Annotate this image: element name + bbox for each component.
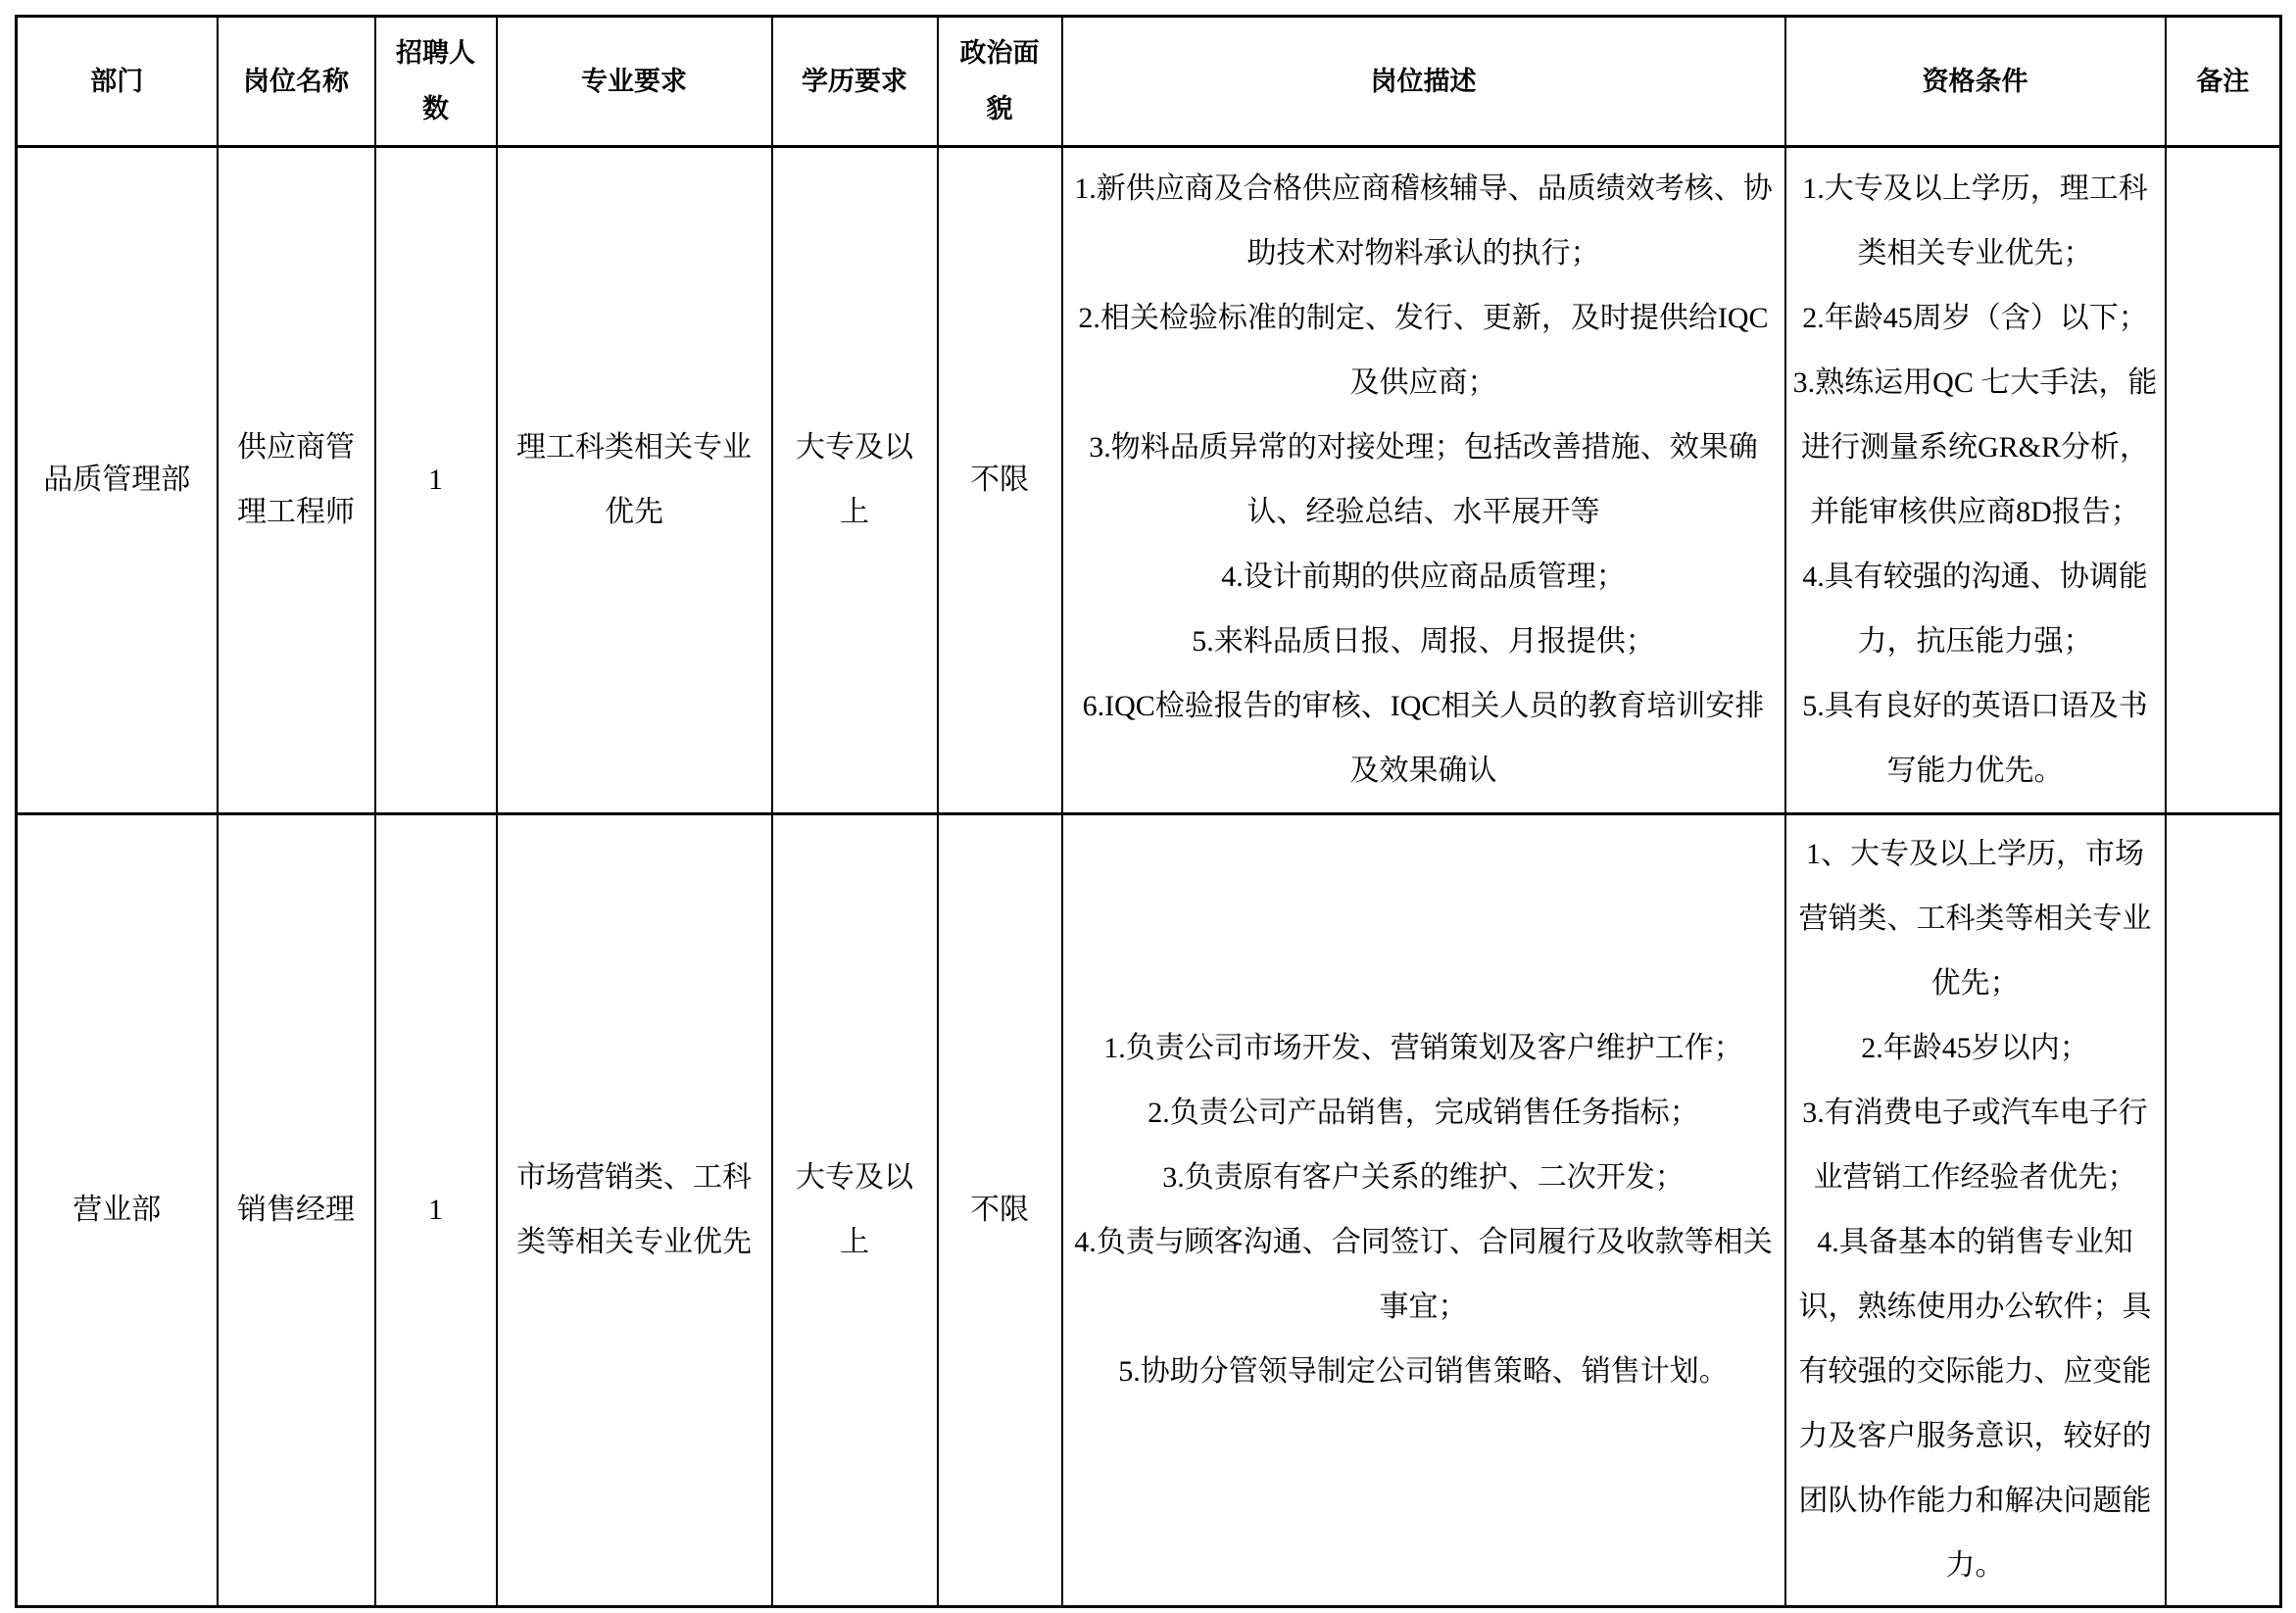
cell-department: 营业部	[17, 814, 218, 1607]
cell-remark	[2166, 814, 2281, 1607]
header-department: 部门	[17, 17, 218, 147]
qualification-item: 4.具备基本的销售专业知识，熟练使用办公软件；具有较强的交际能力、应变能力及客户服务意识，较好的团队协作能力和解决问题能力。	[1798, 1226, 2152, 1582]
header-job-description: 岗位描述	[1062, 17, 1785, 147]
cell-headcount: 1	[375, 814, 497, 1607]
header-headcount: 招聘人数	[375, 17, 497, 147]
cell-political-status: 不限	[938, 814, 1062, 1607]
description-item: 4.负责与顾客沟通、合同签订、合同履行及收款等相关事宜；	[1074, 1226, 1773, 1323]
description-item: 4.设计前期的供应商品质管理；	[1221, 561, 1626, 593]
cell-major-requirement: 理工科类相关专业优先	[497, 147, 772, 814]
cell-position-name: 销售经理	[218, 814, 375, 1607]
cell-department: 品质管理部	[17, 147, 218, 814]
header-remark: 备注	[2166, 17, 2281, 147]
cell-major-requirement: 市场营销类、工科类等相关专业优先	[497, 814, 772, 1607]
description-item: 6.IQC检验报告的审核、IQC相关人员的教育培训安排及效果确认	[1082, 690, 1765, 787]
cell-political-status: 不限	[938, 147, 1062, 814]
header-major-requirement: 专业要求	[497, 17, 772, 147]
qualification-item: 1、大专及以上学历，市场营销类、工科类等相关专业优先；	[1798, 838, 2152, 1000]
cell-qualifications	[1785, 814, 2166, 1607]
header-qualifications: 资格条件	[1785, 17, 2166, 147]
table-header-row	[17, 17, 2281, 147]
cell-qualifications	[1785, 147, 2166, 814]
cell-job-description	[1062, 147, 1785, 814]
description-item: 3.负责原有客户关系的维护、二次开发；	[1162, 1161, 1685, 1194]
table-row-sales-dept	[17, 814, 2281, 1607]
header-education-requirement: 学历要求	[772, 17, 938, 147]
description-item: 2.负责公司产品销售，完成销售任务指标；	[1148, 1097, 1699, 1129]
header-position-name: 岗位名称	[218, 17, 375, 147]
qualification-item: 3.熟练运用QC 七大手法，能进行测量系统GR&R分析，并能审核供应商8D报告；	[1792, 367, 2158, 528]
qualification-item: 3.有消费电子或汽车电子行业营销工作经验者优先；	[1802, 1097, 2148, 1194]
description-item: 5.协助分管领导制定公司销售策略、销售计划。	[1118, 1355, 1729, 1388]
description-item: 2.相关检验标准的制定、发行、更新，及时提供给IQC及供应商；	[1078, 302, 1769, 399]
qualification-item: 4.具有较强的沟通、协调能力，抗压能力强；	[1802, 561, 2148, 658]
qualification-item: 2.年龄45周岁（含）以下；	[1802, 302, 2148, 334]
qualification-item: 1.大专及以上学历，理工科类相关专业优先；	[1802, 172, 2148, 269]
cell-headcount: 1	[375, 147, 497, 814]
cell-remark	[2166, 147, 2281, 814]
description-item: 5.来料品质日报、周报、月报提供；	[1192, 625, 1655, 658]
job-positions-table	[15, 15, 2282, 1608]
cell-position-name: 供应商管理工程师	[218, 147, 375, 814]
header-political-status: 政治面貌	[938, 17, 1062, 147]
description-item: 1.负责公司市场开发、营销策划及客户维护工作；	[1103, 1032, 1743, 1064]
description-item: 1.新供应商及合格供应商稽核辅导、品质绩效考核、协助技术对物料承认的执行；	[1074, 172, 1773, 269]
cell-job-description	[1062, 814, 1785, 1607]
cell-education-requirement: 大专及以上	[772, 814, 938, 1607]
qualification-item: 2.年龄45岁以内；	[1861, 1032, 2089, 1064]
cell-education-requirement: 大专及以上	[772, 147, 938, 814]
table-row-quality-dept	[17, 147, 2281, 814]
qualification-item: 5.具有良好的英语口语及书写能力优先。	[1802, 690, 2148, 787]
description-item: 3.物料品质异常的对接处理；包括改善措施、效果确认、经验总结、水平展开等	[1089, 431, 1758, 528]
